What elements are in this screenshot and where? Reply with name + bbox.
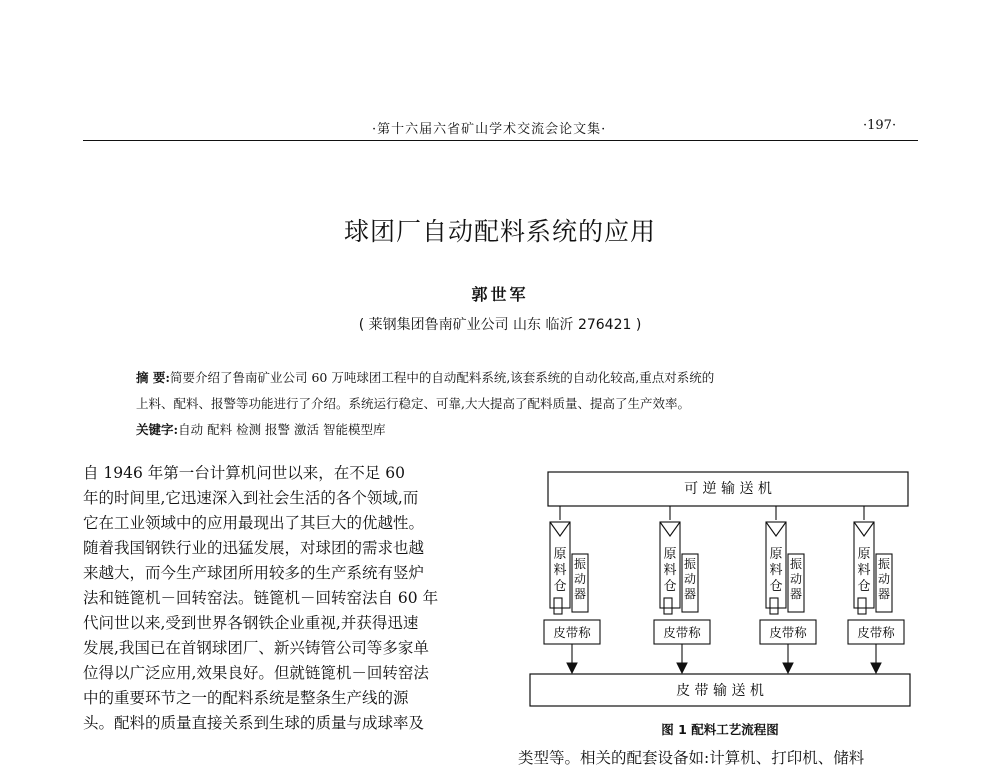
vibrator-label-char: 动: [877, 572, 891, 586]
paper-affiliation: ( 莱钢集团鲁南矿业公司 山东 临沂 276421 ): [358, 317, 642, 333]
hopper-mouth: [766, 522, 786, 536]
abstract-line-2: [136, 393, 896, 414]
discharge-arrow: [871, 663, 881, 673]
discharge-arrow: [677, 663, 687, 673]
vibrator-label-char: 动: [683, 572, 697, 586]
vibrator-label-char: 动: [789, 572, 803, 586]
body-text-line: 位得以广泛应用,效果良好。但就链篦机－回转窑法: [83, 664, 429, 682]
bin-label-char: 料: [769, 563, 783, 578]
abstract-line-1: [136, 367, 896, 388]
bin-outlet: [858, 598, 866, 614]
vibrator-label-char: 振: [573, 557, 587, 571]
bin-label-char: 原: [663, 547, 677, 562]
bin-outlet: [664, 598, 672, 614]
hopper-mouth: [660, 522, 680, 536]
body-text-line: 头。配料的质量直接关系到生球的质量与成球率及: [83, 714, 425, 732]
running-header-page-number: ·197·: [863, 118, 897, 133]
bin-label-char: 仓: [769, 579, 783, 594]
hopper-mouth: [550, 522, 570, 536]
bin-label-char: 仓: [663, 579, 677, 594]
bin-label-char: 原: [553, 547, 567, 562]
running-header-journal: ·第十六届六省矿山学术交流会论文集·: [372, 122, 607, 137]
bin-label-char: 原: [769, 547, 783, 562]
body-text-line: 发展,我国已在首钢球团厂、新兴铸管公司等多家单: [83, 639, 429, 657]
paper-author: 郭世军: [471, 285, 529, 304]
abstract-text-2: 上料、配料、报警等功能进行了介绍。系统运行稳定、可靠,大大提高了配料质量、提高了生产效率。: [136, 396, 690, 411]
body-text-line: 自 1946 年第一台计算机问世以来，在不足 60: [83, 464, 405, 482]
bin-label-char: 原: [857, 547, 871, 562]
body-text-line: 年的时间里,它迅速深入到社会生活的各个领域,而: [83, 489, 419, 507]
belt-scale-label: 皮带称: [769, 625, 807, 640]
bin-label-char: 仓: [857, 579, 871, 594]
vibrator-label-char: 器: [877, 587, 891, 601]
abstract-label: 摘 要:: [136, 370, 170, 385]
body-text-line: 来越大，而今生产球团所用较多的生产系统有竖炉: [83, 564, 425, 582]
bottom-conveyor-label: 皮 带 输 送 机: [676, 683, 764, 699]
top-conveyor-label: 可 逆 输 送 机: [684, 481, 772, 497]
abstract-text-1: 简要介绍了鲁南矿业公司 60 万吨球团工程中的自动配料系统,该套系统的自动化较高,重点对系统的: [169, 370, 715, 385]
bin-label-char: 料: [553, 563, 567, 578]
vibrator-label-char: 动: [573, 572, 587, 586]
bin-label-char: 料: [857, 563, 871, 578]
feeding-units: [544, 506, 904, 673]
header-rule: [83, 140, 918, 141]
figure-caption: 图 1 配料工艺流程图: [661, 722, 779, 737]
body-text-line: 它在工业领域中的应用最现出了其巨大的优越性。: [83, 514, 425, 532]
process-flow-diagram: [520, 462, 920, 712]
paper-title: 球团厂自动配料系统的应用: [343, 217, 656, 246]
bin-outlet: [770, 598, 778, 614]
belt-scale-label: 皮带称: [857, 625, 895, 640]
discharge-arrow: [567, 663, 577, 673]
vibrator-label-char: 振: [877, 557, 891, 571]
vibrator-label-char: 器: [789, 587, 803, 601]
bin-label-char: 仓: [553, 579, 567, 594]
bin-label-char: 料: [663, 563, 677, 578]
body-text-line: 代问世以来,受到世界各钢铁企业重视,并获得迅速: [83, 614, 419, 632]
bin-outlet: [554, 598, 562, 614]
vibrator-label-char: 振: [683, 557, 697, 571]
process-flow-figure: [520, 462, 920, 716]
vibrator-label-char: 振: [789, 557, 803, 571]
keywords-label: 关键字:: [136, 422, 179, 437]
belt-scale-label: 皮带称: [663, 625, 701, 640]
hopper-mouth: [854, 522, 874, 536]
belt-scale-label: 皮带称: [553, 625, 591, 640]
discharge-arrow: [783, 663, 793, 673]
body-text-line: 法和链篦机－回转窑法。链篦机－回转窑法自 60 年: [83, 589, 439, 607]
keywords-text: 自动 配料 检测 报警 激活 智能模型库: [178, 422, 386, 437]
vibrator-label-char: 器: [573, 587, 587, 601]
body-text-line: 随着我国钢铁行业的迅猛发展，对球团的需求也越: [83, 539, 425, 557]
right-column-text: 类型等。相关的配套设备如:计算机、打印机、储料: [518, 749, 865, 767]
body-text-line: 中的重要环节之一的配料系统是整条生产线的源: [83, 689, 409, 707]
keywords-line: [136, 419, 896, 440]
vibrator-label-char: 器: [683, 587, 697, 601]
